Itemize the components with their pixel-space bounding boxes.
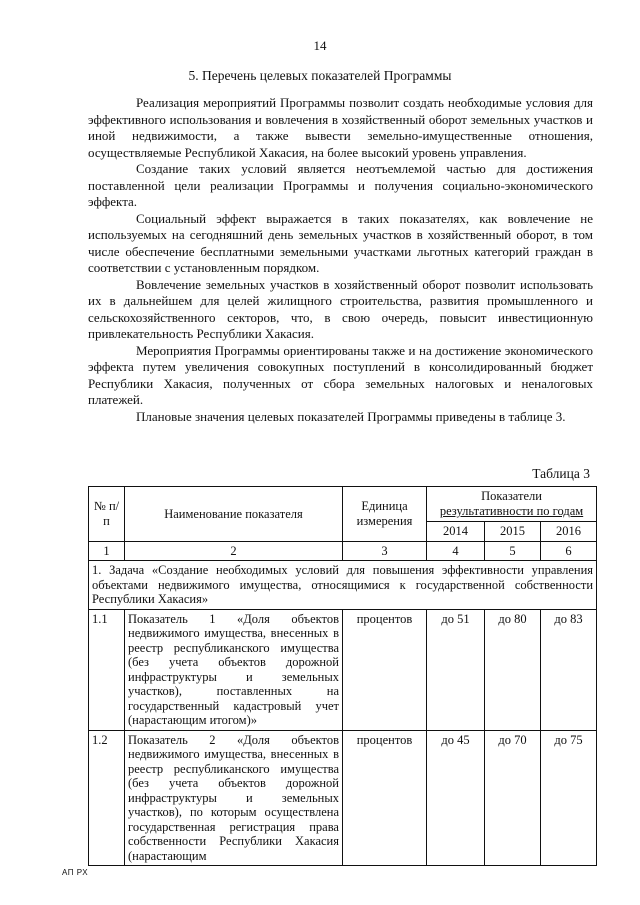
footer-mark: АП РХ (62, 868, 89, 877)
value-2015: до 80 (485, 609, 541, 730)
header-name: Наименование показателя (125, 487, 343, 542)
column-number: 6 (541, 541, 597, 561)
column-number: 3 (343, 541, 427, 561)
task-row (89, 561, 597, 610)
header-year: 2015 (485, 522, 541, 542)
indicators-table (88, 486, 597, 866)
page-number: 14 (313, 38, 327, 53)
column-number: 2 (125, 541, 343, 561)
paragraph: Реализация мероприятий Программы позволит создать необходимые условия для эффективного использования и вовлечения в хозяйственный оборот земельных участков и иной недвижимости, а также вывести земельно-имущественные отношения, осуществляемые Республикой Хакасия, на более высокий уровень управления. (88, 95, 593, 160)
paragraph: Создание таких условий является неотъемлемой частью для достижения поставленной цели реализации Программы и получения социально-экономического эффекта. (88, 161, 593, 209)
header-results-line1: Показатели (481, 489, 542, 503)
paragraph: Вовлечение земельных участков в хозяйственный оборот позволит использовать их в дальнейшем для целей жилищного строительства, развития промышленного и сельскохозяйственного секторов, что, в свою очередь, повысит инвестиционную привлекательность Республики Хакасия. (88, 276, 593, 341)
paragraph: Мероприятия Программы ориентированы также и на достижение экономического эффекта путем увеличения совокупных поступлений в консолидированный бюджет Республики Хакасия, полученных от сбора земельных налоговых и неналоговых платежей. (88, 342, 593, 407)
table-row (89, 730, 597, 866)
header-results (427, 487, 597, 522)
indicator-unit: процентов (343, 609, 427, 730)
column-numbers-row (89, 541, 597, 561)
column-number: 5 (485, 541, 541, 561)
row-num: 1.1 (89, 609, 125, 730)
row-num: 1.2 (89, 730, 125, 866)
value-2016: до 83 (541, 609, 597, 730)
section-title: 5. Перечень целевых показателей Программы (188, 68, 452, 83)
header-unit: Единица измерения (343, 487, 427, 542)
indicator-name: Показатель 1 «Доля объектов недвижимого имущества, внесенных в реестр республиканского имущества (без учета объектов дорожной инфраструктуры и земельных участков), поставленных на государственный кадастровый учет (нарастающим итогом)» (125, 609, 343, 730)
value-2014: до 51 (427, 609, 485, 730)
indicator-name: Показатель 2 «Доля объектов недвижимого имущества, внесенных в реестр республиканского имущества (без учета объектов дорожной инфраструктуры и земельных участков), по которым осуществлена государственная регистрация права собственности Республики Хакасия (нарастающим (125, 730, 343, 866)
body-text (88, 95, 593, 425)
header-num: № п/п (89, 487, 125, 542)
value-2016: до 75 (541, 730, 597, 866)
value-2014: до 45 (427, 730, 485, 866)
header-year: 2014 (427, 522, 485, 542)
column-number: 4 (427, 541, 485, 561)
table-caption: Таблица 3 (532, 466, 590, 481)
paragraph: Плановые значения целевых показателей Программы приведены в таблице 3. (136, 408, 566, 424)
header-year: 2016 (541, 522, 597, 542)
table-header-row (89, 487, 597, 522)
table-row (89, 609, 597, 730)
value-2015: до 70 (485, 730, 541, 866)
column-number: 1 (89, 541, 125, 561)
task-title: 1. Задача «Создание необходимых условий для повышения эффективности управления объектами недвижимого имущества, относящимися к государственной собственности Республики Хакасия» (89, 561, 597, 610)
indicator-unit: процентов (343, 730, 427, 866)
paragraph: Социальный эффект выражается в таких показателях, как вовлечение не используемых на сегодняшний день земельных участков в хозяйственный оборот, в том числе обеспечение бесплатными земельными участками льготных категорий граждан в соответствии с установленным порядком. (88, 210, 593, 275)
header-results-line2: результативности по годам (439, 504, 584, 518)
